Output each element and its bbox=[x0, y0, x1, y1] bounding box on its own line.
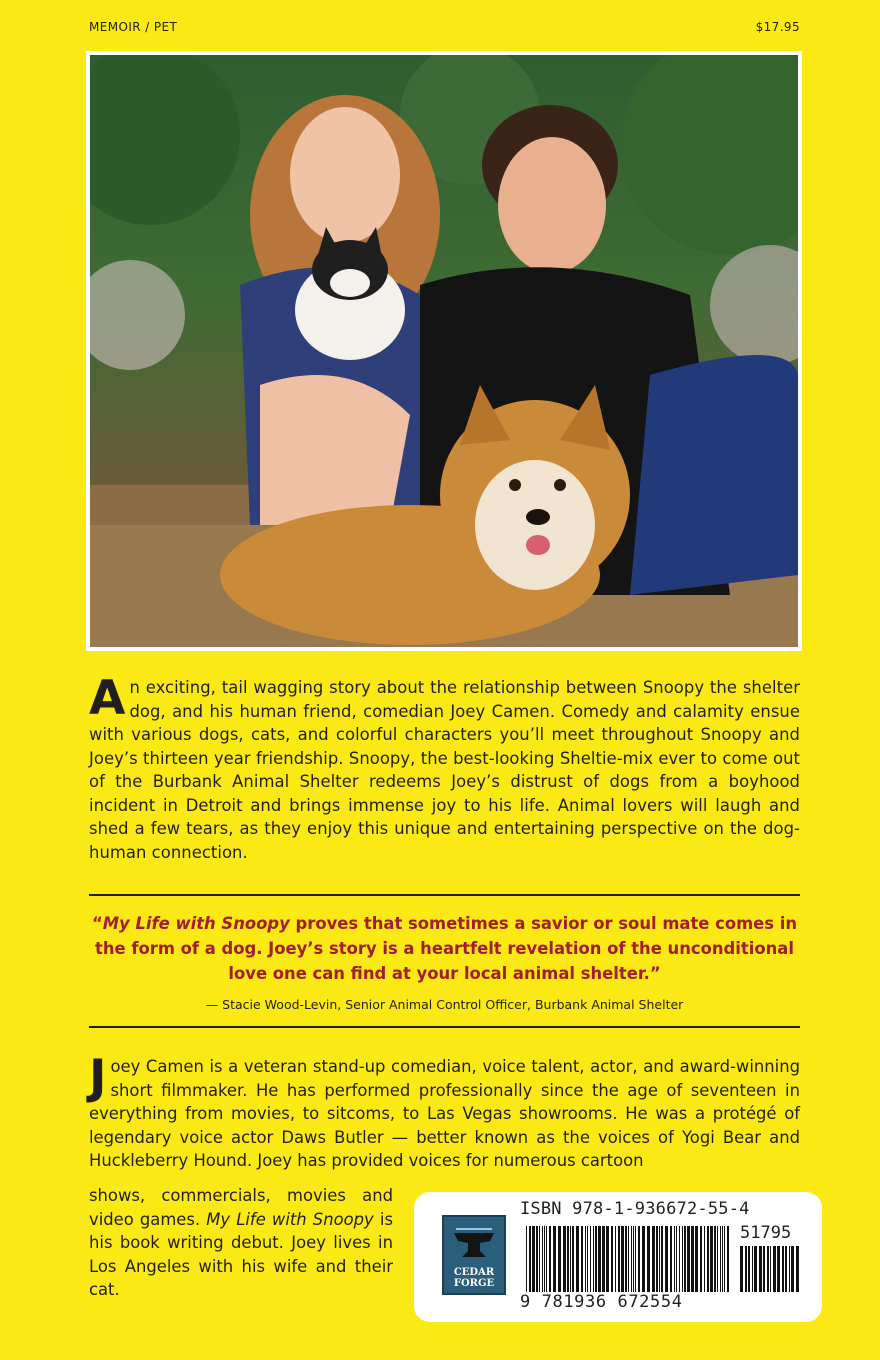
barcode-bar bbox=[587, 1226, 588, 1292]
category-label: MEMOIR / PET bbox=[89, 20, 178, 34]
bio-book-title: My Life with Snoopy bbox=[206, 1209, 374, 1229]
barcode-bar bbox=[687, 1226, 690, 1292]
barcode-panel bbox=[414, 1192, 822, 1322]
barcode-bar bbox=[763, 1246, 765, 1292]
barcode-bar bbox=[785, 1246, 787, 1292]
barcode-bar bbox=[767, 1246, 769, 1292]
barcode-bar bbox=[542, 1226, 543, 1292]
barcode-bar bbox=[789, 1246, 790, 1292]
barcode-bar bbox=[759, 1246, 762, 1292]
barcode-bar bbox=[611, 1226, 613, 1292]
author-bio bbox=[89, 1050, 800, 1173]
barcode-bar bbox=[659, 1226, 660, 1292]
barcode-bar bbox=[570, 1226, 571, 1292]
barcode-bar bbox=[585, 1226, 586, 1292]
bio-wrap-text-b: is his book writing debut. Joey lives in Los Angeles with his wife and their cat. bbox=[89, 1209, 393, 1299]
barcode-bar bbox=[714, 1226, 716, 1292]
barcode-bar bbox=[553, 1226, 556, 1292]
barcode-bar bbox=[670, 1226, 672, 1292]
barcode-bar bbox=[724, 1226, 725, 1292]
publisher-name-line1: CEDAR bbox=[453, 1267, 495, 1278]
barcode-bar bbox=[642, 1226, 645, 1292]
barcode-bar bbox=[581, 1226, 583, 1292]
barcode-bar bbox=[665, 1226, 668, 1292]
barcode-bar bbox=[558, 1226, 561, 1292]
barcode-bar bbox=[695, 1226, 698, 1292]
barcode-bar bbox=[796, 1246, 799, 1292]
quote-book-title: My Life with Snoopy bbox=[102, 914, 290, 933]
barcode-bar bbox=[740, 1246, 743, 1292]
barcode-bar bbox=[576, 1226, 579, 1292]
barcode-bar bbox=[647, 1226, 650, 1292]
barcode-bar bbox=[773, 1246, 776, 1292]
barcode-bar bbox=[700, 1226, 702, 1292]
barcode-bar bbox=[633, 1226, 634, 1292]
bio-dropcap: J bbox=[89, 1050, 107, 1105]
barcode-bar bbox=[567, 1226, 569, 1292]
bio-text: oey Camen is a veteran stand-up comedian, voice talent, actor, and award-winning short filmmaker. He has performed professionally since the age of seventeen in everything from movies, to sitcoms, to Las Vegas showrooms. He was a protégé of legendary voice actor Daws Butler — better known as the voices of Yogi Bear and Huckleberry Hound. Joey has provided voices for numerous cartoon bbox=[89, 1057, 800, 1170]
cover-photo bbox=[86, 51, 802, 651]
description-text: n exciting, tail wagging story about the relationship between Snoopy the shelter dog, and his human friend, comedian Joey Camen. Comedy and calamity ensue with various dogs, cats, and colorful characters you’ll meet throughout Snoopy and Joey’s thirteen year friendship. Snoopy, the best-looking Sheltie-mix ever to come out of the Burbank Animal Shelter redeems Joey’s distrust of dogs from a boyhood incident in Detroit and brings immense joy to his life. Animal lovers will laugh and shed a few tears, as they enjoy this unique and entertaining perspective on the dog-human connection. bbox=[89, 678, 800, 862]
barcode-bar bbox=[544, 1226, 545, 1292]
divider-bottom bbox=[89, 1026, 800, 1028]
ean-barcode bbox=[526, 1226, 732, 1292]
barcode-bar bbox=[770, 1246, 771, 1292]
divider-top bbox=[89, 894, 800, 896]
barcode-bar bbox=[691, 1226, 694, 1292]
barcode-bar bbox=[727, 1226, 729, 1292]
barcode-bar bbox=[606, 1226, 609, 1292]
barcode-digits: 9 781936 672554 bbox=[520, 1292, 683, 1312]
photo-scene-icon bbox=[90, 55, 798, 647]
barcode-bar bbox=[621, 1226, 624, 1292]
barcode-bar bbox=[635, 1226, 636, 1292]
description-dropcap: A bbox=[89, 671, 126, 726]
barcode-bar bbox=[791, 1246, 794, 1292]
barcode-bar bbox=[752, 1246, 753, 1292]
barcode-bar bbox=[656, 1226, 658, 1292]
barcode-bar bbox=[710, 1226, 713, 1292]
barcode-bar bbox=[722, 1226, 723, 1292]
barcode-bar bbox=[546, 1226, 547, 1292]
barcode-bar bbox=[679, 1226, 680, 1292]
publisher-name bbox=[444, 1267, 504, 1289]
price-label: $17.95 bbox=[755, 20, 800, 34]
barcode-bar bbox=[595, 1226, 597, 1292]
barcode-bar bbox=[549, 1226, 551, 1292]
barcode-bar bbox=[782, 1246, 784, 1292]
barcode-bar bbox=[684, 1226, 686, 1292]
barcode-bar bbox=[563, 1226, 566, 1292]
barcode-bar bbox=[625, 1226, 627, 1292]
barcode-bar bbox=[631, 1226, 632, 1292]
endorsement-quote bbox=[89, 911, 800, 986]
barcode-bar bbox=[720, 1226, 721, 1292]
photo-illustration bbox=[90, 55, 798, 647]
quote-text: proves that sometimes a savior or soul mate comes in the form of a dog. Joey’s story is a heartfelt revelation of the unconditional love one can find at your local animal shelter.” bbox=[95, 914, 798, 983]
barcode-bar bbox=[615, 1226, 616, 1292]
barcode-bar bbox=[638, 1226, 640, 1292]
quote-attribution: — Stacie Wood-Levin, Senior Animal Control Officer, Burbank Animal Shelter bbox=[205, 997, 684, 1012]
price-barcode bbox=[740, 1246, 802, 1292]
barcode-bar bbox=[526, 1226, 527, 1292]
barcode-bar bbox=[618, 1226, 620, 1292]
isbn-number: ISBN 978-1-936672-55-4 bbox=[520, 1199, 750, 1219]
barcode-bar bbox=[529, 1226, 531, 1292]
book-description bbox=[89, 671, 800, 864]
barcode-bar bbox=[682, 1226, 683, 1292]
barcode-bar bbox=[598, 1226, 601, 1292]
publisher-name-line2: FORGE bbox=[453, 1278, 495, 1289]
bio-wrap-text-a: shows, commercials, movies and video games. bbox=[89, 1186, 393, 1229]
barcode-bar bbox=[754, 1246, 757, 1292]
barcode-bar bbox=[593, 1226, 594, 1292]
barcode-bar bbox=[652, 1226, 655, 1292]
barcode-bar bbox=[717, 1226, 718, 1292]
barcode-bar bbox=[572, 1226, 574, 1292]
barcode-bar bbox=[674, 1226, 675, 1292]
barcode-bar bbox=[748, 1246, 750, 1292]
barcode-bar bbox=[590, 1226, 591, 1292]
barcode-bar bbox=[539, 1226, 540, 1292]
barcode-bar bbox=[745, 1246, 747, 1292]
barcode-bar bbox=[704, 1226, 705, 1292]
price-code: 51795 bbox=[740, 1223, 792, 1243]
barcode-bar bbox=[707, 1226, 709, 1292]
barcode-bar bbox=[532, 1226, 535, 1292]
barcode-bar bbox=[676, 1226, 677, 1292]
publisher-logo bbox=[442, 1215, 506, 1295]
barcode-bar bbox=[661, 1226, 663, 1292]
barcode-bar bbox=[628, 1226, 629, 1292]
barcode-bar bbox=[602, 1226, 605, 1292]
barcode-bar bbox=[536, 1226, 538, 1292]
barcode-bar bbox=[777, 1246, 780, 1292]
anvil-icon bbox=[450, 1223, 498, 1263]
author-bio-continued bbox=[89, 1184, 393, 1302]
quote-open-mark: “ bbox=[91, 914, 103, 933]
